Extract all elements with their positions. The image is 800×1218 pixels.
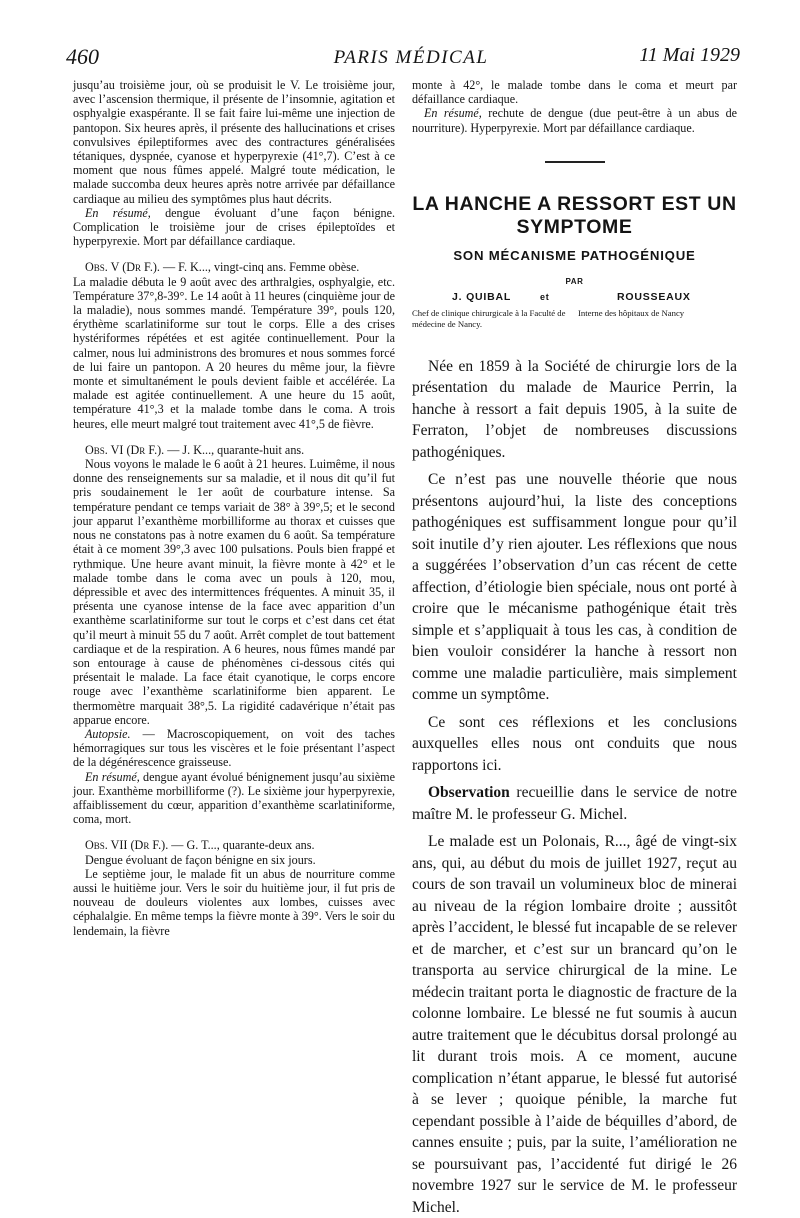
page-header (66, 44, 740, 76)
issue-date: 11 Mai 1929 (639, 44, 740, 66)
continued-text (412, 78, 737, 135)
paragraph: La maladie débuta le 9 août avec des arthralgies, osphyalgie, etc. Température 37°,8-39°. Le 14 août à 11 heures (cinquième jour de la maladie), nous sommes mandé. Température 39°, pouls 120, érythème scarlatiniforme sur tout le corps. Elle a des crises hystériformes répétées et est agitée continuellement. Pour la calmer, nous lui administrons des bromures et nous sommes forcé de lui faire un pantopon. A 20 heures du même jour, la fièvre monte et simultanément le pouls devient faible et accélérée. La malade est agitée continuellement. A une heure du 15 août, température 41°,3 et la malade tombe dans le coma. A trois heures, elle meurt malgré tout traitement avec 41°,5 de fièvre. (73, 274, 395, 431)
affiliations (412, 308, 737, 334)
right-column (412, 78, 737, 1218)
paragraph: Ce n’est pas une nouvelle théorie que nous présentons aujourd’hui, la liste des conceptions pathogéniques est suffisamment longue pour qu’il soit inutile d’y rien ajouter. Les réflexions que nous a suggérées l’observation d’un cas récent de cette affection, d’étiologie bien spéciale, nous ont porté à croire que le mécanisme pathogénique était très simple et s’appliquait à tous les cas, à condition de bien vouloir considérer la hanche à ressort non comme une maladie particulière, mais simplement comme un symptôme. (412, 471, 737, 704)
paragraph: jusqu’au troisième jour, où se produisit le V. Le troisième jour, avec l’ascension thermique, il présente de l’insomnie, agitation et osphyalgie exaspérante. Il se fait faire lui-même une injection de pantopon. Six heures après, il présente des hallucinations et crises convulsives épileptiformes avec des contractures généralisées tétaniques, dyspnée, cyanose et hyperpyrexie (41°,7). C’est à ce moment que nous fûmes appelé. Malgré toute médication, le malade succomba deux heures après notre arrivée par défaillance cardiaque au milieu des symptômes plus haut décrits. (73, 78, 395, 206)
observation-heading: Obs. VI (Dr F.). — J. K..., quarante-huit ans. (85, 442, 305, 457)
observation-heading: Obs. V (Dr F.). — F. K..., vingt-cinq ans. Femme obèse. (85, 260, 360, 275)
author-name: ROUSSEAUX (617, 290, 691, 303)
article-body (412, 356, 737, 1218)
observation-label: Observation (428, 784, 510, 802)
authors (412, 291, 737, 307)
running-title: PARIS MÉDICAL (333, 47, 489, 68)
emphasis: En résumé, (424, 106, 482, 121)
paragraph: Née en 1859 à la Société de chirurgie lors de la présentation du malade de Maurice Perrin, la hanche à ressort a fait depuis 1905, à la suite de Ferraton, l’objet de nombreuses discussions pathogéniques. (412, 357, 737, 461)
affiliation: Chef de clinique chirurgicale à la Faculté de médecine de Nancy. (412, 307, 566, 330)
left-column (73, 78, 395, 938)
article-title: LA HANCHE A RESSORT EST UN SYMPTOME (412, 192, 737, 238)
author-name: J. QUIBAL (452, 290, 512, 303)
observation-heading: Obs. VII (Dr F.). — G. T..., quarante-deux ans. (85, 838, 315, 853)
emphasis: Autopsie. (85, 726, 131, 741)
paragraph: Autopsie. — Macroscopiquement, on voit des taches hémorragiques sur tous les viscères et le foie présentant l’aspect de la dégénérescence graisseuse. (73, 726, 395, 770)
paragraph: Le septième jour, le malade fit un abus de nourriture comme aussi le huitième jour. Vers le soir du huitième jour, il fut pris de nouveau de douleurs violentes aux lombes, cuisses avec céphalalgie. En même temps la fièvre monte à 39°. Vers le soir du lendemain, la fièvre (73, 866, 395, 938)
section-divider (545, 161, 605, 163)
paragraph: Ce sont ces réflexions et les conclusions auxquelles elles nous ont conduits que nous rapportons ici. (412, 713, 737, 774)
author-conjunction: et (540, 291, 550, 302)
paragraph: Nous voyons le malade le 6 août à 21 heures. Luimême, il nous donne des renseignements sur sa maladie, et il nous dit qu’il fut pris soudainement le 1er août de courbature intense. Sa température pendant ce temps variait de 38° à 39°,5; et le second jour apparut l’exanthème morbilliforme au thorax et cuisses que nous ne constatons pas à notre examen du 6 août. Sa température était à ce moment 39°,3 avec 100 pulsations. Pouls bien frappé et rythmique. Une heure avant minuit, la fièvre monte à 42° et le malade tombe dans le coma avec un pouls à 120, mou, dépressible et avec des intermittences fréquentes. A minuit 35, il présenta une cyanose intense de la face avec apparition d’un exanthème scarlatiniforme sur tout le corps et c’est dans cet état qu’il meurt à minuit 55 du 7 août. Arrêt complet de tout battement cardiaque et de la respiration. A 6 heures, nous fûmes mandé par son entourage à cause de phénomènes ci-dessous cités qui présentait le malade. La face était cyanotique, le corps encore rouge avec l’exanthème scarlatiniforme bien apparent. Le thermomètre marquait 38°,5. La rigidité cadavérique n’était pas apparue encore. (73, 457, 395, 727)
paragraph: monte à 42°, le malade tombe dans le coma et meurt par défaillance cardiaque. (412, 78, 737, 107)
article-subtitle: SON MÉCANISME PATHOGÉNIQUE (453, 247, 696, 263)
emphasis: En résumé, (85, 769, 140, 784)
affiliation: Interne des hôpitaux de Nancy (578, 307, 685, 318)
paragraph: En résumé, dengue ayant évolué bénignement jusqu’au sixième jour. Exanthème morbilliforme (?). Le sixième jour hyperpyrexie, affaiblissement du cœur, apparition d’exanthème scarlatiniforme, coma, mort. (73, 769, 396, 827)
paragraph: En résumé, dengue évoluant d’une façon bénigne. Complication le troisième jour de crises épileptoïdes et hyperpyrexie. Mort par défaillance cardiaque. (73, 205, 396, 249)
page-number: 460 (66, 44, 99, 69)
paragraph: En résumé, rechute de dengue (due peut-être à un abus de nourriture). Hyperpyrexie. Mort par défaillance cardiaque. (412, 106, 737, 135)
byline-par: PAR (565, 276, 584, 286)
paragraph: Observation recueillie dans le service de notre maître M. le professeur G. Michel. (412, 784, 737, 823)
paragraph: Le malade est un Polonais, R..., âgé de vingt-six ans, qui, au début du mois de juillet 1927, reçut au cours de son travail un volumineux bloc de minerai au niveau de la région lombaire droite ; aussitôt après l’accident, le blessé fut incapable de se relever et de marcher, et c’est sur un brancard qu’on le transporta au service chirurgical de la mine. Le médecin traitant porta le diagnostic de fracture de la colonne lombaire. Le blessé ne fut soumis à aucun autre traitement que le décubitus dorsal prolongé au lit durant trois mois. A ce moment, aucune complication n’étant apparue, le blessé fut autorisé à se lever ; quoique pénible, la marche fut cependant possible à l’aide de béquilles d’abord, de cannes ensuite ; puis, par la suite, l’amélioration ne se poursuivant pas, l’accidenté fut dirigé le 26 novembre 1927 sur le service de M. le professeur Michel. (412, 833, 737, 1216)
paragraph: Dengue évoluant de façon bénigne en six jours. (85, 852, 316, 867)
emphasis: En résumé, (85, 205, 151, 220)
